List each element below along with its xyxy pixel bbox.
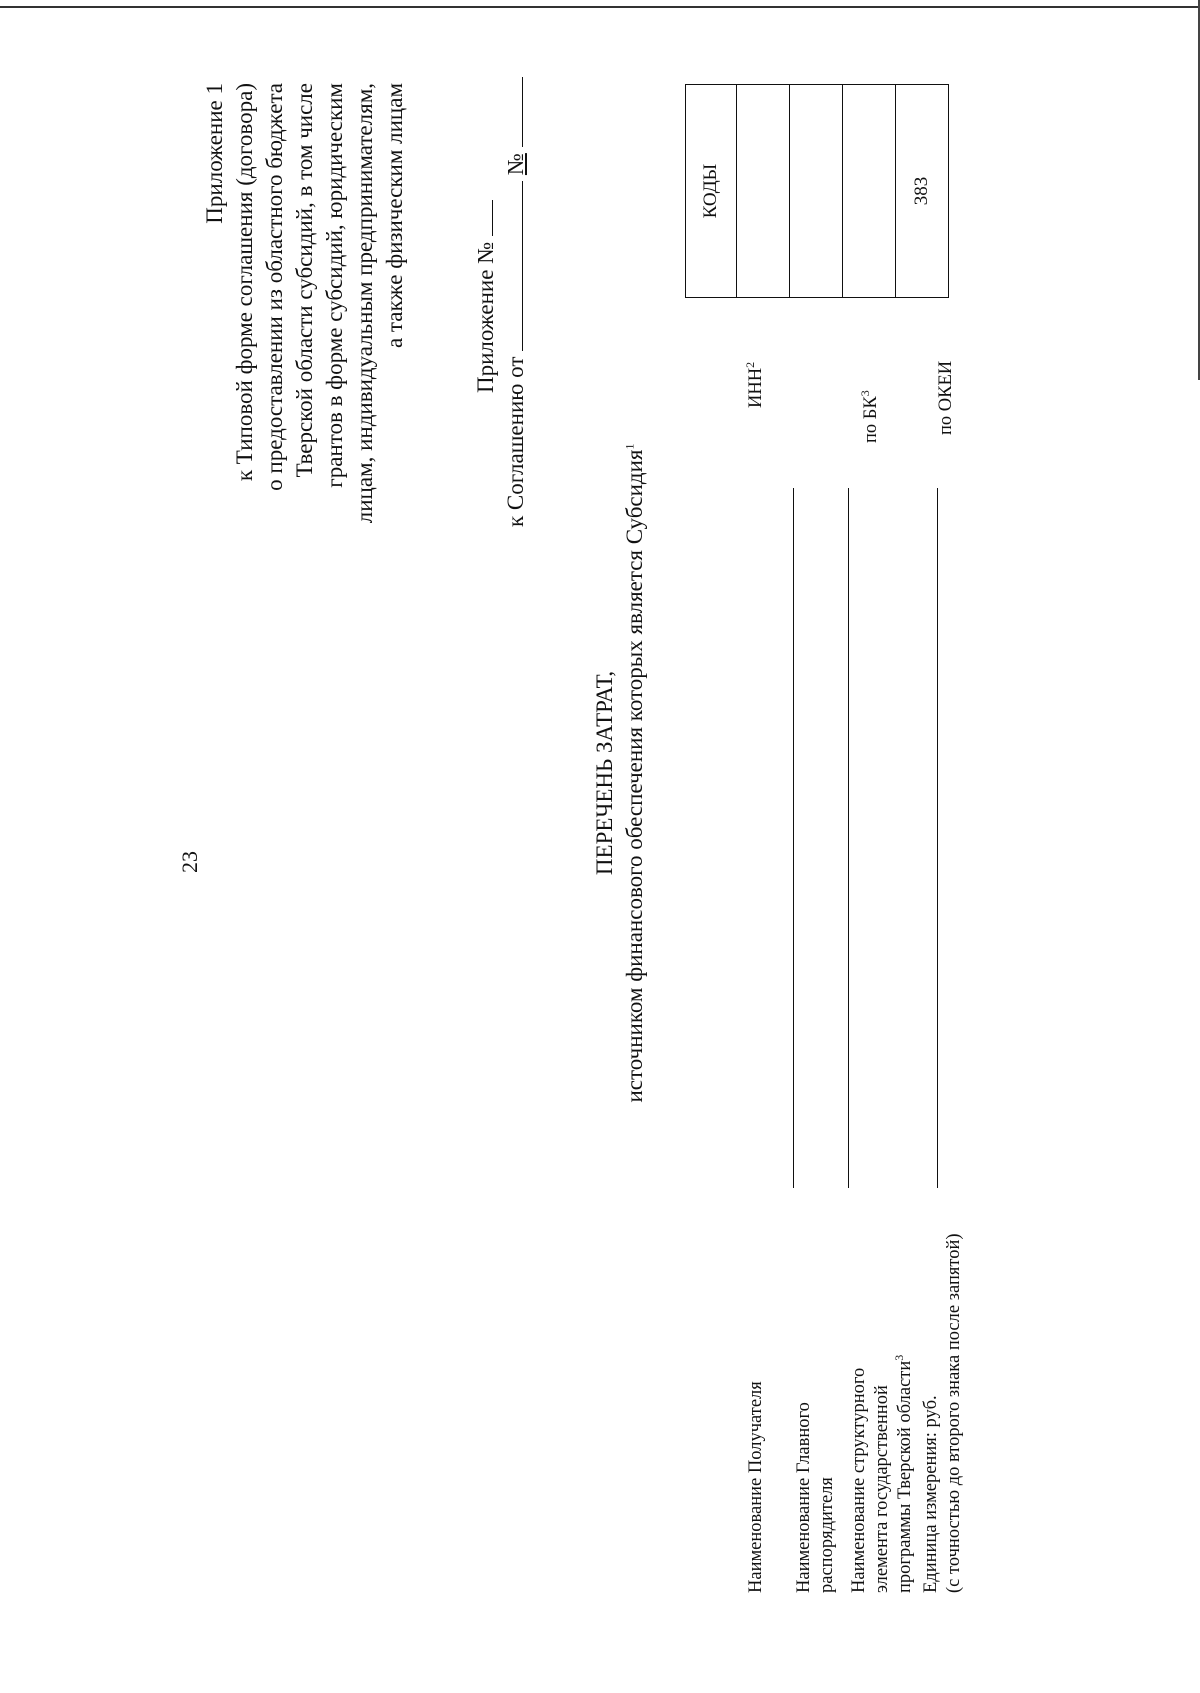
agreement-appendix (470, 83, 530, 533)
main-manager-line (848, 488, 849, 1188)
structural-line-3-text: программы Тверской области (895, 1360, 915, 1593)
appendix-line: о предоставлении из областного бюджета (262, 83, 287, 491)
appendix-line: Приложение 1 (202, 83, 227, 224)
unit-line-2: (с точностью до второго знака после запятой) (944, 1233, 964, 1593)
structural-line-2: элемента государственной (872, 1385, 892, 1593)
agreement-date-label: к Соглашению от (503, 356, 528, 527)
bk-label-text: по БК (861, 396, 881, 443)
recipient-name-line (793, 488, 794, 1188)
title-footnote: 1 (622, 443, 637, 450)
recipient-name-label: Наименование Получателя (746, 1381, 766, 1593)
structural-element-label (848, 1355, 917, 1593)
bk-footnote: 3 (857, 390, 872, 397)
unit-label (920, 1233, 966, 1593)
code-cell-okei: 383 (896, 85, 949, 298)
appendix-number-label: Приложение № (473, 241, 498, 393)
structural-line-3 (891, 1354, 917, 1593)
agreement-number-sign: № (503, 153, 528, 176)
main-manager-line-2: распорядителя (817, 1477, 837, 1593)
structural-line-1: Наименование структурного (849, 1367, 869, 1593)
appendix-header (200, 83, 410, 683)
title-line-2 (620, 373, 650, 1173)
page-number: 23 (177, 851, 202, 873)
structural-footnote: 3 (891, 1354, 906, 1361)
main-manager-line-1: Наименование Главного (794, 1402, 814, 1593)
main-manager-label (793, 1402, 839, 1593)
code-cell-manager (790, 85, 843, 298)
codes-header: КОДЫ (686, 85, 737, 298)
code-cell-bk (843, 85, 896, 298)
inn-label (742, 361, 768, 408)
appendix-number-blank (470, 200, 493, 236)
title-line-2-text: источником финансового обеспечения которых является Субсидия (622, 449, 647, 1103)
agreement-number-blank (500, 77, 523, 147)
inn-footnote: 2 (742, 361, 757, 368)
appendix-line: а также физическим лицам (382, 83, 407, 349)
inn-label-text: ИНН (746, 367, 766, 408)
appendix-line: лицам, индивидуальным предпринимателям, (352, 83, 377, 524)
appendix-line: Тверской области субсидий, в том числе (292, 83, 317, 478)
unit-line-1: Единица измерения: руб. (921, 1395, 941, 1593)
code-cell-inn (737, 85, 790, 298)
okei-label: по ОКЕИ (936, 360, 956, 435)
appendix-line: к Типовой форме соглашения (договора) (232, 83, 257, 482)
structural-element-line (937, 488, 938, 1188)
appendix-line: грантов в форме субсидий, юридическим (322, 83, 347, 488)
document-title (590, 373, 650, 1173)
title-line-1: ПЕРЕЧЕНЬ ЗАТРАТ, (592, 670, 617, 876)
agreement-date-blank (500, 181, 523, 351)
codes-table (685, 84, 949, 298)
bk-label (857, 390, 883, 443)
